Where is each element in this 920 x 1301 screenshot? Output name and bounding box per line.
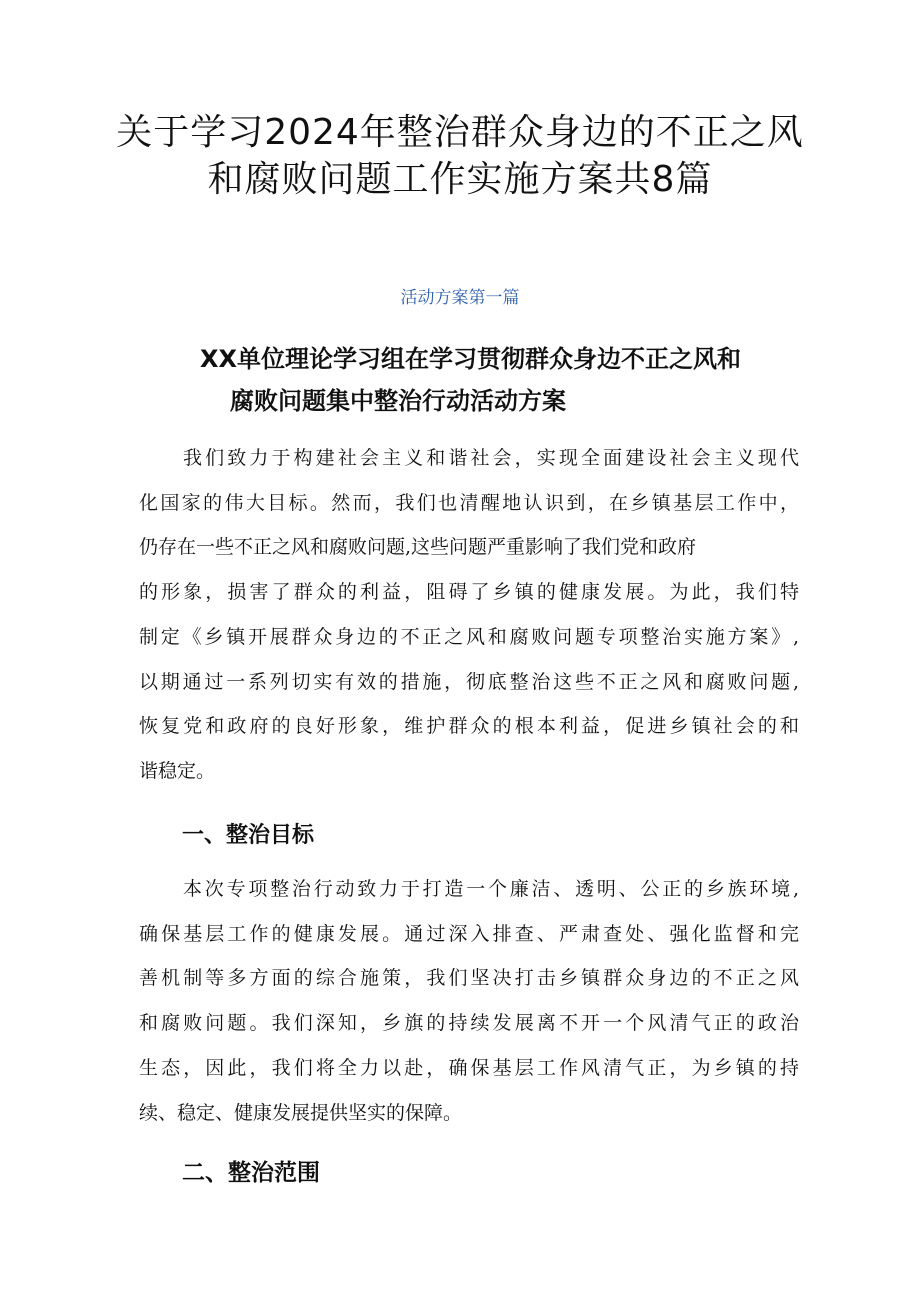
article-title-line-2: 腐败问题集中整治行动活动方案: [230, 387, 566, 415]
document-title-line-1: 关于学习2024年整治群众身边的不正之风: [116, 112, 804, 153]
article-title-line-1: XX单位理论学习组在学习贯彻群众身边不正之风和: [200, 345, 742, 373]
goals-line: 生态，因此，我们将全力以赴，确保基层工作风清气正，为乡镇的持: [139, 1056, 799, 1079]
intro-line: 我们致力于构建社会主义和谐社会，实现全面建设社会主义现代: [183, 447, 799, 469]
section-heading-goals: 一、整治目标: [182, 823, 315, 848]
document-title-line-2: 和腐败问题工作实施方案共8篇: [207, 159, 713, 200]
goals-line: 善机制等多方面的综合施策，我们坚决打击乡镇群众身边的不正之风: [139, 967, 799, 990]
goals-line: 和腐败问题。我们深知，乡旗的持续发展离不开一个风清气正的政治: [139, 1012, 799, 1035]
intro-line: 仍存在一些不正之风和腐败问题,这些问题严重影响了我们党和政府: [139, 536, 697, 559]
intro-paragraph: [139, 436, 799, 794]
section-heading-scope: 二、整治范围: [182, 1160, 320, 1186]
goals-line: 续、稳定、健康发展提供坚实的保障。: [139, 1101, 463, 1124]
goals-line: 确保基层工作的健康发展。通过深入排查、严肃查处、强化监督和完: [139, 922, 799, 945]
intro-line: 的形象，损害了群众的利益，阻碍了乡镇的健康发展。为此，我们特: [139, 581, 799, 604]
goals-paragraph: [139, 867, 799, 1135]
article-label: 活动方案第一篇: [400, 288, 520, 308]
intro-line: 以期通过一系列切实有效的措施，彻底整治这些不正之风和腐败问题,: [139, 670, 799, 693]
intro-line: 恢复党和政府的良好形象，维护群众的根本利益，促进乡镇社会的和: [139, 715, 799, 738]
goals-line: 本次专项整治行动致力于打造一个廉洁、透明、公正的乡族环境,: [183, 878, 799, 900]
intro-line: 制定《乡镇开展群众身边的不正之风和腐败问题专项整治实施方案》,: [139, 625, 799, 648]
intro-line: 化国家的伟大目标。然而，我们也清醒地认识到，在乡镇基层工作中，: [139, 491, 799, 514]
intro-line: 谐稳定。: [139, 759, 216, 782]
